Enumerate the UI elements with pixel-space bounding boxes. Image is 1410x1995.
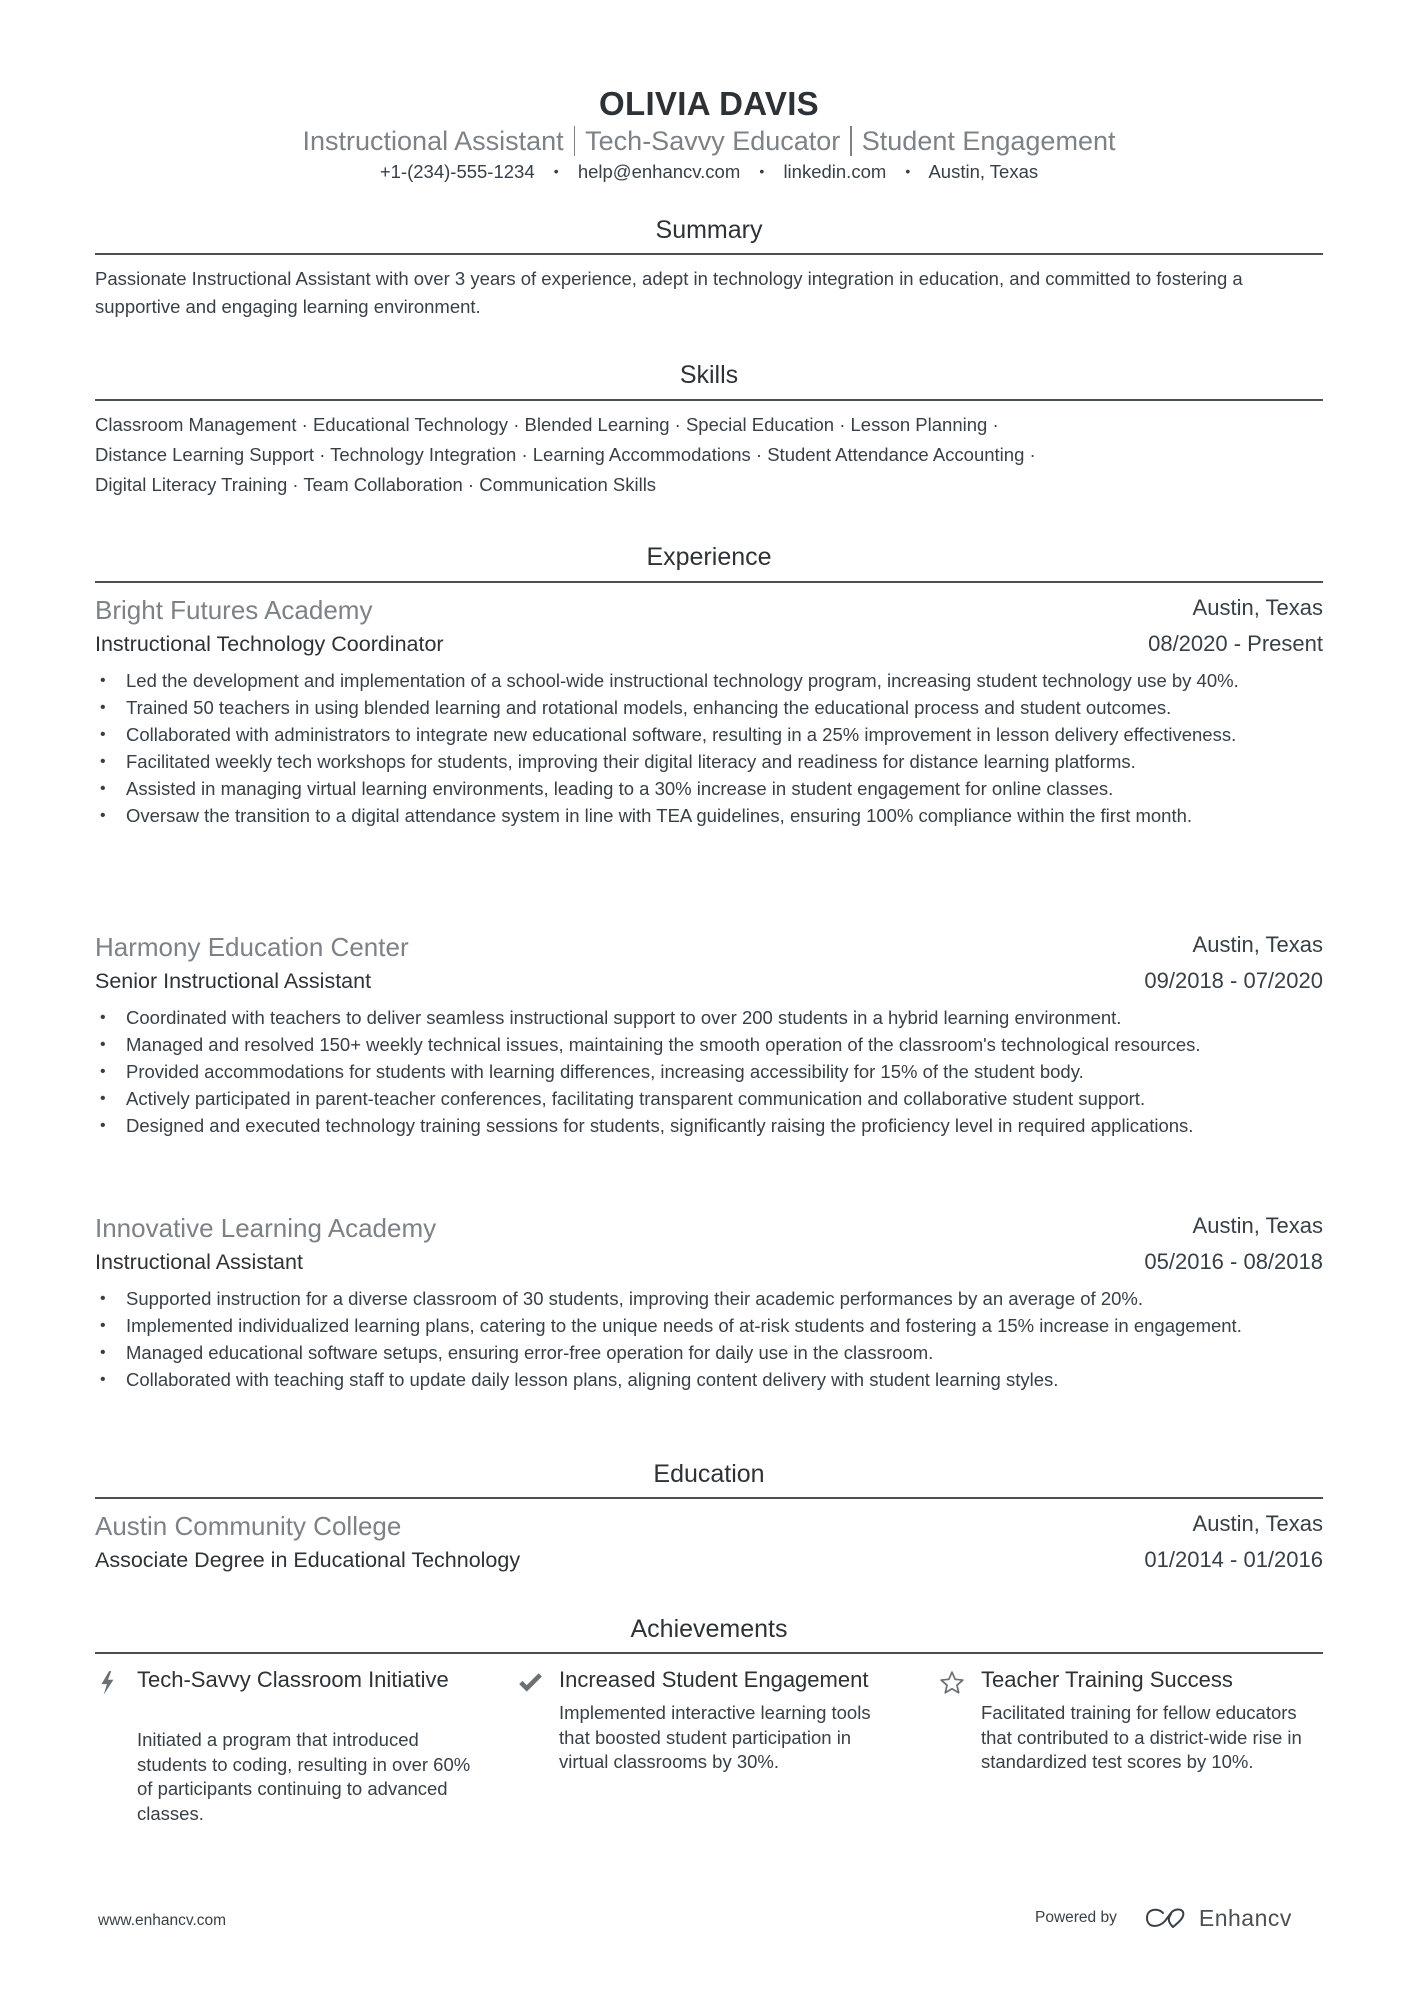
job-bullet: • Assisted in managing virtual learning environments, leading to a 30% increase in student engagement for online classes. bbox=[95, 775, 1323, 802]
headline-part: Student Engagement bbox=[861, 126, 1116, 156]
job-title: Instructional Technology Coordinator bbox=[95, 632, 444, 656]
footer-branding[interactable] bbox=[1035, 1903, 1292, 1933]
achievement-title: Tech-Savvy Classroom Initiative bbox=[137, 1667, 449, 1692]
enhancv-logo-icon bbox=[1143, 1905, 1191, 1931]
job-dates: 05/2016 - 08/2018 bbox=[1144, 1249, 1323, 1274]
job-bullet: • Actively participated in parent-teacher conferences, facilitating transparent communication and collaborative student support. bbox=[95, 1085, 1323, 1112]
job-bullet: • Managed and resolved 150+ weekly technical issues, maintaining the smooth operation of the classroom's technological resources. bbox=[95, 1031, 1323, 1058]
job-location: Austin, Texas bbox=[1192, 932, 1323, 957]
employer-name: Bright Futures Academy bbox=[95, 595, 373, 625]
section-heading-achievements: Achievements bbox=[630, 1615, 788, 1643]
contact-separator: • bbox=[905, 163, 911, 179]
footer-website-link[interactable]: www.enhancv.com bbox=[98, 1912, 227, 1929]
skills-line: Distance Learning Support · Technology Integration · Learning Accommodations · Student Attendance Accounting · bbox=[95, 444, 1036, 465]
job-bullet: • Collaborated with administrators to integrate new educational software, resulting in a 25% improvement in lesson delivery effectiveness. bbox=[95, 721, 1323, 748]
job-bullet: • Coordinated with teachers to deliver seamless instructional support to over 200 students in a hybrid learning environment. bbox=[95, 1004, 1323, 1031]
contact-location: Austin, Texas bbox=[928, 161, 1039, 182]
job-bullets bbox=[95, 1004, 1323, 1139]
job-dates: 09/2018 - 07/2020 bbox=[1144, 968, 1323, 993]
headline-part: Tech-Savvy Educator bbox=[585, 126, 841, 156]
job-location: Austin, Texas bbox=[1192, 595, 1323, 620]
candidate-name: OLIVIA DAVIS bbox=[599, 85, 819, 122]
checkmark-icon bbox=[517, 1670, 543, 1696]
contact-info bbox=[95, 159, 1323, 184]
lightning-bolt-icon bbox=[95, 1670, 121, 1696]
contact-email[interactable]: help@enhancv.com bbox=[577, 161, 741, 182]
contact-phone[interactable]: +1-(234)-555-1234 bbox=[379, 161, 535, 182]
job-bullet: • Led the development and implementation of a school-wide instructional technology program, increasing student technology use by 40%. bbox=[95, 667, 1323, 694]
section-heading-experience: Experience bbox=[646, 543, 772, 571]
contact-separator: • bbox=[759, 163, 765, 179]
job-bullet: • Collaborated with teaching staff to update daily lesson plans, aligning content delivery with student learning styles. bbox=[95, 1366, 1323, 1393]
headline-divider bbox=[850, 126, 852, 156]
section-heading-summary: Summary bbox=[655, 216, 763, 244]
education-dates: 01/2014 - 01/2016 bbox=[1144, 1547, 1323, 1572]
job-bullet: • Supported instruction for a diverse classroom of 30 students, improving their academic performances by an average of 20%. bbox=[95, 1285, 1323, 1312]
section-heading-education: Education bbox=[653, 1460, 765, 1488]
section-divider bbox=[95, 253, 1323, 255]
section-divider bbox=[95, 581, 1323, 583]
school-name: Austin Community College bbox=[95, 1511, 402, 1541]
star-outline-icon bbox=[939, 1670, 965, 1696]
headline-divider bbox=[574, 126, 576, 156]
powered-by-label: Powered by bbox=[1035, 1909, 1117, 1926]
headline-part: Instructional Assistant bbox=[302, 126, 564, 156]
achievement-description: Facilitated training for fellow educators that contributed to a district-wide rise in standardized test scores by 10%. bbox=[981, 1702, 1302, 1772]
job-dates: 08/2020 - Present bbox=[1148, 631, 1323, 656]
job-title: Instructional Assistant bbox=[95, 1250, 303, 1274]
employer-name: Harmony Education Center bbox=[95, 932, 409, 962]
job-bullet: • Implemented individualized learning plans, catering to the unique needs of at-risk students and fostering a 15% increase in engagement. bbox=[95, 1312, 1323, 1339]
contact-linkedin[interactable]: linkedin.com bbox=[783, 161, 887, 182]
section-heading-skills: Skills bbox=[679, 361, 739, 389]
achievement-title: Increased Student Engagement bbox=[559, 1667, 869, 1692]
section-divider bbox=[95, 399, 1323, 401]
job-bullets bbox=[95, 1285, 1323, 1393]
job-bullet: • Facilitated weekly tech workshops for students, improving their digital literacy and readiness for distance learning platforms. bbox=[95, 748, 1323, 775]
job-location: Austin, Texas bbox=[1192, 1213, 1323, 1238]
summary-text: Passionate Instructional Assistant with over 3 years of experience, adept in technology integration in education, and committed to fostering a supportive and engaging learning environment. bbox=[95, 268, 1243, 317]
job-bullet: • Designed and executed technology training sessions for students, significantly raising the proficiency level in required applications. bbox=[95, 1112, 1323, 1139]
achievement-description: Initiated a program that introduced students to coding, resulting in over 60% of participants continuing to advanced classes. bbox=[137, 1729, 471, 1824]
skills-line: Classroom Management · Educational Technology · Blended Learning · Special Education · Lesson Planning · bbox=[95, 414, 999, 435]
job-title: Senior Instructional Assistant bbox=[95, 969, 372, 993]
job-bullet: • Provided accommodations for students with learning differences, increasing accessibility for 15% of the student body. bbox=[95, 1058, 1323, 1085]
contact-separator: • bbox=[553, 163, 559, 179]
candidate-headline bbox=[95, 124, 1323, 158]
enhancv-brand-name: Enhancv bbox=[1198, 1904, 1292, 1931]
job-bullets bbox=[95, 667, 1323, 829]
job-bullet: • Trained 50 teachers in using blended learning and rotational models, enhancing the educational process and student outcomes. bbox=[95, 694, 1323, 721]
school-location: Austin, Texas bbox=[1192, 1511, 1323, 1536]
job-bullet: • Managed educational software setups, ensuring error-free operation for daily use in the classroom. bbox=[95, 1339, 1323, 1366]
section-divider bbox=[95, 1652, 1323, 1654]
achievement-title: Teacher Training Success bbox=[981, 1667, 1233, 1692]
achievement-description: Implemented interactive learning tools that boosted student participation in virtual classrooms by 30%. bbox=[559, 1702, 871, 1772]
employer-name: Innovative Learning Academy bbox=[95, 1213, 437, 1243]
job-bullet: • Oversaw the transition to a digital attendance system in line with TEA guidelines, ensuring 100% compliance within the first month. bbox=[95, 802, 1323, 829]
section-divider bbox=[95, 1497, 1323, 1499]
skills-line: Digital Literacy Training · Team Collaboration · Communication Skills bbox=[95, 474, 657, 495]
degree-name: Associate Degree in Educational Technology bbox=[95, 1548, 521, 1572]
